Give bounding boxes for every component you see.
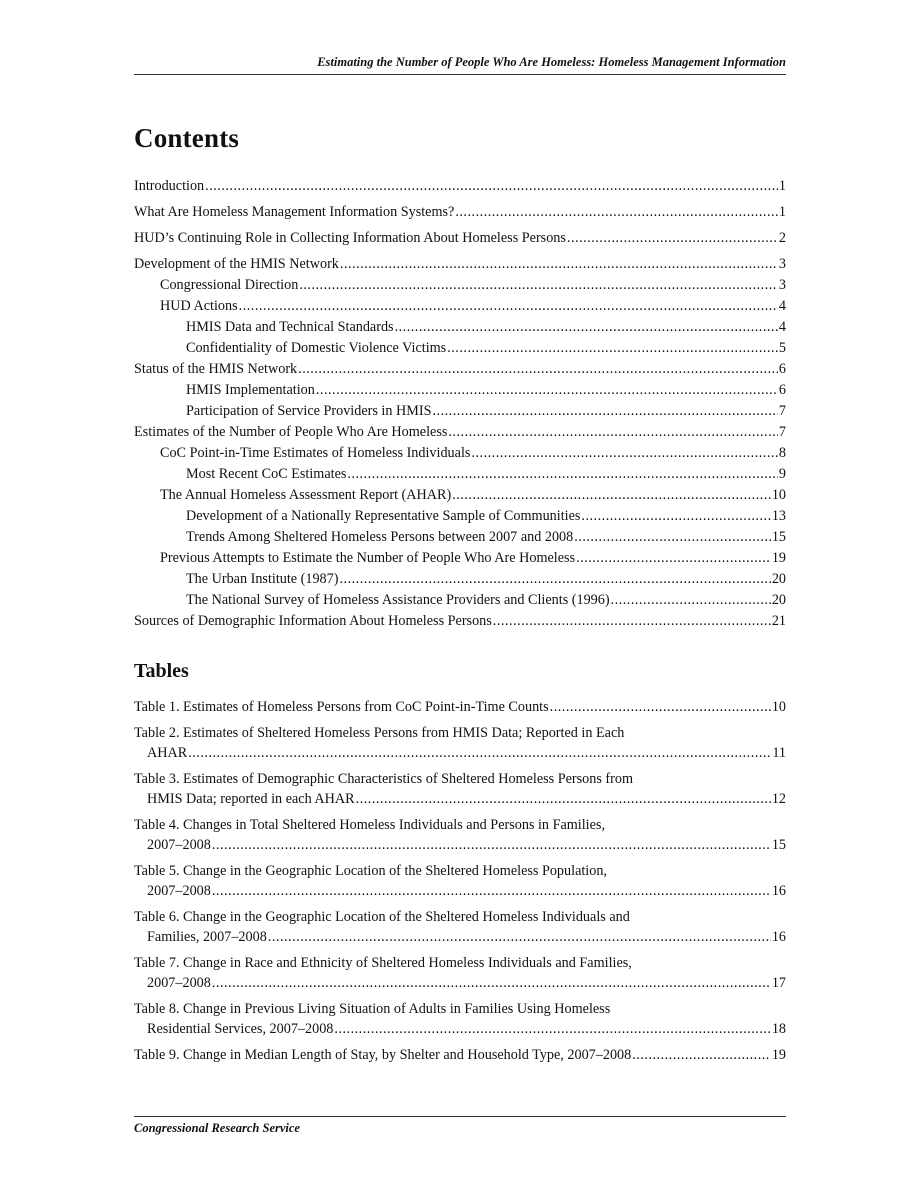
running-header: Estimating the Number of People Who Are Homeless: Homeless Management Information [134, 55, 786, 75]
toc-entry[interactable]: HUD Actions ..... 4 [134, 296, 786, 317]
contents-list [134, 176, 786, 632]
toc-entry[interactable]: Development of the HMIS Network ..... 3 [134, 254, 786, 275]
toc-entry[interactable]: Status of the HMIS Network ..... 6 [134, 359, 786, 380]
toc-entry[interactable]: Estimates of the Number of People Who Are Homeless ..... 7 [134, 422, 786, 443]
toc-entry[interactable]: Previous Attempts to Estimate the Number of People Who Are Homeless ..... 19 [134, 548, 786, 569]
toc-entry[interactable]: Trends Among Sheltered Homeless Persons between 2007 and 2008 ..... 15 [134, 527, 786, 548]
toc-entry[interactable]: Sources of Demographic Information About Homeless Persons ..... 21 [134, 611, 786, 632]
tables-heading: Tables [134, 660, 189, 682]
table-entry[interactable]: Table 5. Change in the Geographic Location of the Sheltered Homeless Population, 2007–2008 ..... 16 [134, 861, 786, 901]
table-entry[interactable]: Table 8. Change in Previous Living Situation of Adults in Families Using Homeless Residential Services, 2007–2008 ..... 18 [134, 999, 786, 1039]
toc-entry[interactable]: Congressional Direction ..... 3 [134, 275, 786, 296]
toc-entry[interactable]: What Are Homeless Management Information Systems? ..... 1 [134, 202, 786, 223]
table-entry[interactable]: Table 6. Change in the Geographic Location of the Sheltered Homeless Individuals and Families, 2007–2008 ..... 16 [134, 907, 786, 947]
table-entry[interactable]: Table 2. Estimates of Sheltered Homeless Persons from HMIS Data; Reported in Each AHAR ..... 11 [134, 723, 786, 763]
contents-heading: Contents [134, 123, 240, 153]
tables-list [134, 697, 786, 1071]
toc-entry[interactable]: The National Survey of Homeless Assistance Providers and Clients (1996) ..... 20 [134, 590, 786, 611]
toc-entry[interactable]: HMIS Data and Technical Standards ..... 4 [134, 317, 786, 338]
toc-entry[interactable]: CoC Point-in-Time Estimates of Homeless Individuals ..... 8 [134, 443, 786, 464]
toc-entry[interactable]: The Urban Institute (1987) ..... 20 [134, 569, 786, 590]
table-entry[interactable]: Table 4. Changes in Total Sheltered Homeless Individuals and Persons in Families, 2007–2008 ..... 15 [134, 815, 786, 855]
toc-entry[interactable]: Development of a Nationally Representative Sample of Communities ..... 13 [134, 506, 786, 527]
toc-entry[interactable]: HMIS Implementation ..... 6 [134, 380, 786, 401]
toc-entry[interactable]: Confidentiality of Domestic Violence Victims ..... 5 [134, 338, 786, 359]
table-entry[interactable]: Table 9. Change in Median Length of Stay, by Shelter and Household Type, 2007–2008 ..... 19 [134, 1045, 786, 1065]
toc-entry[interactable]: Most Recent CoC Estimates ..... 9 [134, 464, 786, 485]
footer: Congressional Research Service [134, 1116, 786, 1136]
table-entry[interactable]: Table 1. Estimates of Homeless Persons from CoC Point-in-Time Counts ..... 10 [134, 697, 786, 717]
toc-entry[interactable]: HUD’s Continuing Role in Collecting Information About Homeless Persons ..... 2 [134, 228, 786, 249]
table-entry[interactable]: Table 7. Change in Race and Ethnicity of Sheltered Homeless Individuals and Families, 2007–2008 ..... 17 [134, 953, 786, 993]
toc-entry[interactable]: Participation of Service Providers in HMIS ..... 7 [134, 401, 786, 422]
table-entry[interactable]: Table 3. Estimates of Demographic Characteristics of Sheltered Homeless Persons from HMIS Data; reported in each AHAR ..... 12 [134, 769, 786, 809]
toc-entry[interactable]: Introduction ..... 1 [134, 176, 786, 197]
toc-entry[interactable]: The Annual Homeless Assessment Report (AHAR) ..... 10 [134, 485, 786, 506]
